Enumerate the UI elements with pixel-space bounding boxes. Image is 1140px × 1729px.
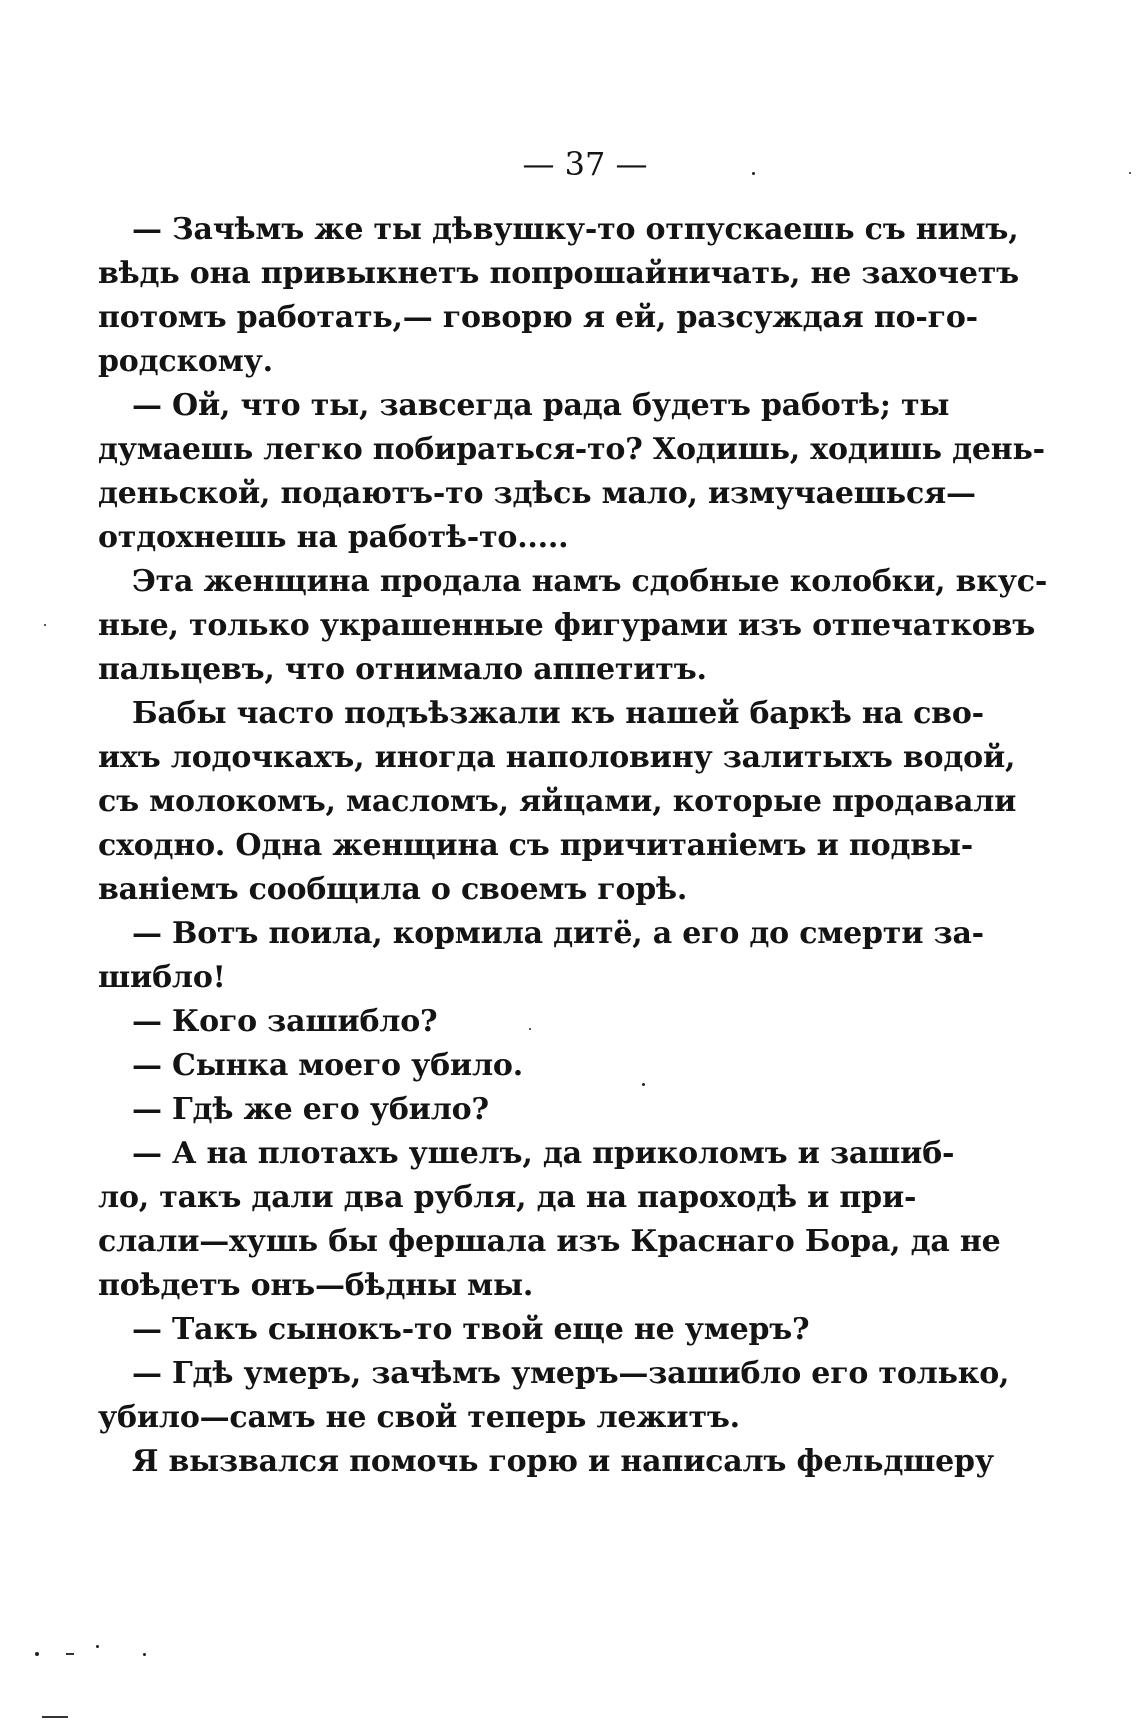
text-line: — Гдѣ умеръ, зачѣмъ умеръ—зашибло его только, [132, 1356, 1010, 1391]
print-speck [752, 172, 755, 175]
text-line: — Зачѣмъ же ты дѣвушку-то отпускаешь съ нимъ, [132, 212, 1019, 247]
text-line: — А на плотахъ ушелъ, да приколомъ и зашиб- [132, 1136, 955, 1171]
text-line: съ молокомъ, масломъ, яйцами, которые продавали [98, 784, 1017, 819]
text-line: — Сынка моего убило. [132, 1048, 523, 1083]
print-mark [66, 1653, 74, 1655]
text-line: отдохнешь на работѣ-то..... [98, 520, 569, 555]
text-line: слали—хушь бы фершала изъ Краснаго Бора, да не [98, 1224, 1001, 1259]
text-line: Я вызвался помочь горю и написалъ фельдшеру [132, 1444, 994, 1479]
text-line: — Ой, что ты, завсегда рада будетъ работѣ; ты [132, 388, 950, 423]
text-line: поѣдетъ онъ—бѣдны мы. [98, 1268, 534, 1303]
text-line: — Гдѣ же его убило? [132, 1092, 489, 1127]
text-line: думаешь легко побираться-то? Ходишь, ходишь день- [98, 432, 1045, 467]
text-line: убило—самъ не свой теперь лежитъ. [98, 1400, 740, 1435]
text-line: ло, такъ дали два рубля, да на пароходѣ и при- [98, 1180, 917, 1215]
text-line: потомъ работать,— говорю я ей, разсуждая по-го- [98, 300, 978, 335]
text-line: деньской, подаютъ-то здѣсь мало, измучаешься— [98, 476, 976, 511]
text-line: ные, только украшенные фигурами изъ отпечатковъ [98, 608, 1036, 643]
text-line: Бабы часто подъѣзжали къ нашей баркѣ на сво- [132, 696, 984, 731]
text-line: ихъ лодочкахъ, иногда наполовину залитыхъ водой, [98, 740, 1016, 775]
text-line: ваніемъ сообщила о своемъ горѣ. [98, 872, 688, 907]
text-line: Эта женщина продала намъ сдобные колобки, вкус- [132, 564, 1048, 599]
print-speck [35, 1652, 39, 1656]
print-speck [96, 1645, 99, 1648]
print-speck [143, 1653, 146, 1656]
text-line: — Вотъ поила, кормила дитё, а его до смерти за- [132, 916, 984, 951]
print-speck [1129, 172, 1131, 174]
text-line: — Такъ сынокъ-то твой еще не умеръ? [132, 1312, 810, 1347]
text-line: — Кого зашибло? [132, 1004, 438, 1039]
text-line: сходно. Одна женщина съ причитаніемъ и подвы- [98, 828, 974, 863]
text-line: пальцевъ, что отнимало аппетитъ. [98, 652, 707, 687]
print-speck [642, 1083, 645, 1086]
page-body [98, 208, 1048, 1484]
text-line: родскому. [98, 344, 273, 379]
print-speck [529, 1028, 531, 1030]
text-line: вѣдь она привыкнетъ попрошайничать, не захочетъ [98, 256, 1019, 291]
print-mark [42, 1716, 68, 1718]
page-number: — 37 — [522, 145, 648, 183]
print-speck [44, 624, 46, 626]
text-line: шибло! [98, 960, 226, 995]
